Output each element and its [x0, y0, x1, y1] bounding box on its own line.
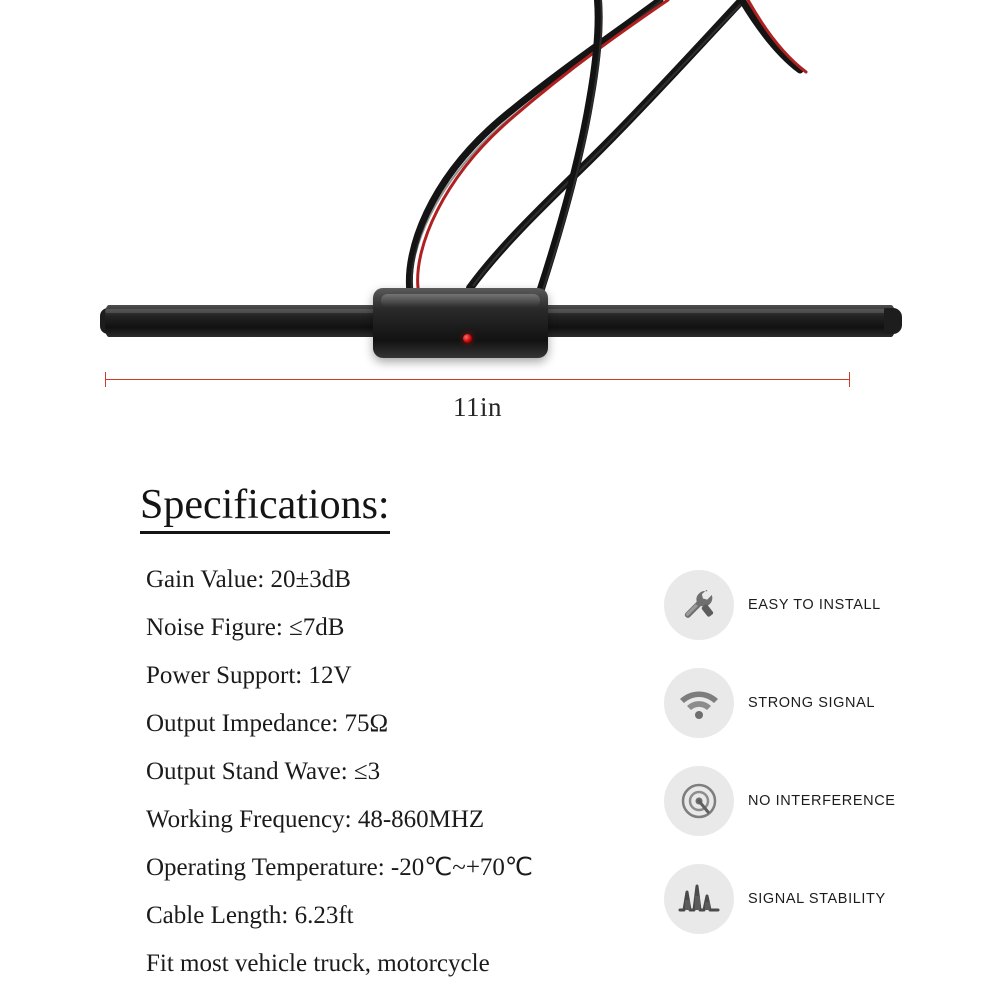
waveform-icon	[664, 864, 734, 934]
spec-item-power-support: Power Support: 12V	[146, 662, 352, 690]
feature-signal-stability	[664, 850, 984, 948]
spec-item-cable-length: Cable Length: 6.23ft	[146, 902, 354, 930]
wrench-icon	[664, 570, 734, 640]
spec-item-operating-temperature: Operating Temperature: -20℃~+70℃	[146, 854, 534, 882]
spec-item-gain-value: Gain Value: 20±3dB	[146, 566, 351, 594]
measure-cap-right	[849, 372, 850, 387]
amplifier-module	[373, 288, 548, 358]
feature-strong-signal	[664, 654, 984, 752]
no-interference-icon	[664, 766, 734, 836]
spec-item-output-stand-wave: Output Stand Wave: ≤3	[146, 758, 381, 786]
spec-item-working-frequency: Working Frequency: 48-860MHZ	[146, 806, 485, 834]
feature-label-easy-to-install: EASY TO INSTALL	[748, 597, 881, 613]
feature-easy-to-install	[664, 556, 984, 654]
feature-label-no-interference: NO INTERFERENCE	[748, 793, 896, 809]
specifications-list	[146, 556, 660, 988]
feature-label-signal-stability: SIGNAL STABILITY	[748, 891, 886, 907]
antenna-bar-right-tip	[884, 308, 902, 334]
specifications-title: Specifications:	[140, 482, 390, 534]
spec-item-output-impedance: Output Impedance: 75Ω	[146, 710, 389, 738]
feature-label-strong-signal: STRONG SIGNAL	[748, 695, 876, 711]
feature-badges	[664, 556, 984, 948]
feature-no-interference	[664, 752, 984, 850]
measure-label: 11in	[453, 392, 502, 422]
measure-line	[105, 379, 850, 380]
antenna-cables	[0, 0, 1001, 460]
specifications-section	[140, 482, 660, 988]
product-photo	[0, 0, 1001, 460]
wifi-signal-icon	[664, 668, 734, 738]
spec-item-fitment: Fit most vehicle truck, motorcycle	[146, 950, 490, 978]
spec-item-noise-figure: Noise Figure: ≤7dB	[146, 614, 345, 642]
power-led-indicator	[463, 334, 472, 343]
